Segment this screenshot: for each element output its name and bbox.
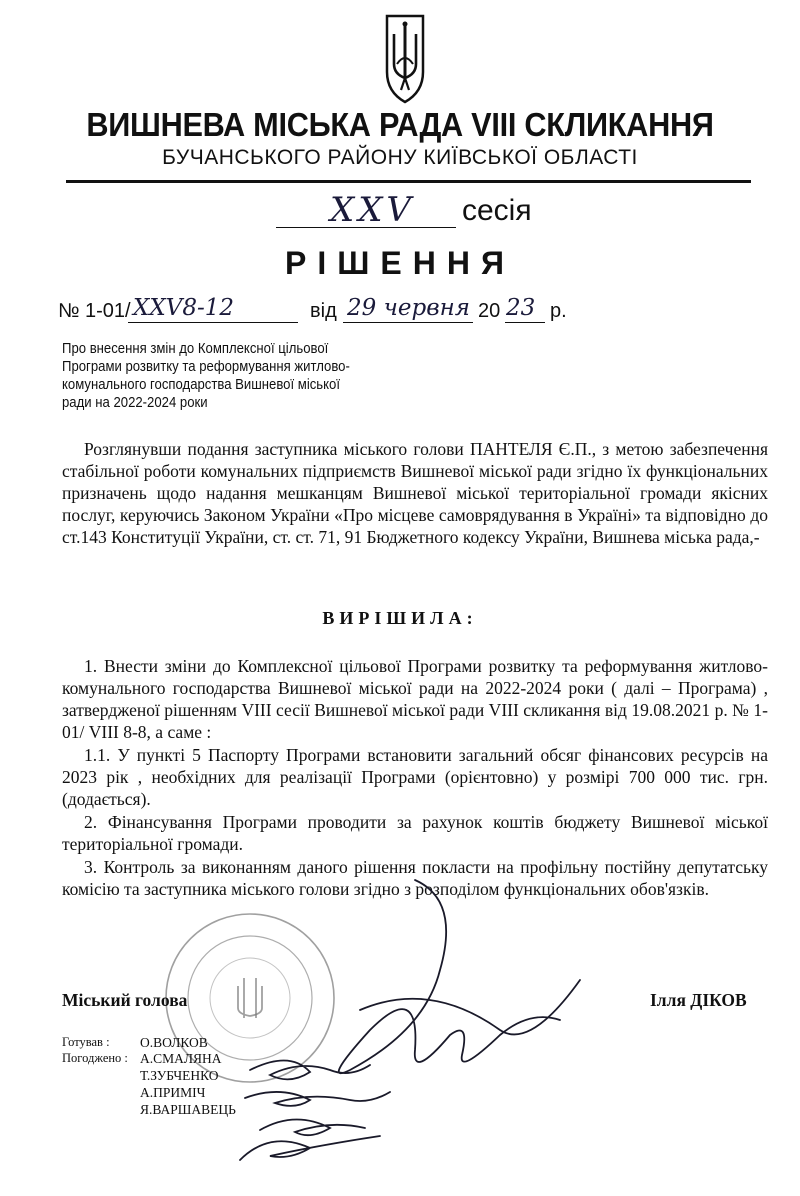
prepared-label: Готував : (62, 1035, 110, 1049)
decision-number-prefix: № 1-01/ (58, 300, 131, 322)
year-underline (505, 322, 545, 323)
agreed-name: А.ПРИМІЧ (140, 1085, 206, 1100)
district-name: БУЧАНСЬКОГО РАЙОНУ КИЇВСЬКОЇ ОБЛАСТІ (162, 146, 638, 169)
agreed-name: А.СМАЛЯНА (140, 1051, 222, 1066)
resolution-item: 1. Внести зміни до Комплексної цільової Програми розвитку та реформування житлово- комунального господарства Вишневої міської ради на 2022-2024 роки ( далі – Програма) , затвердженої рішенням VIII сесії Вишневої міської ради VIII скликання від 19.08.2021 р. № 1-01/ VIII 8-8, а саме : (62, 656, 768, 742)
document-title: РІШЕННЯ (285, 245, 515, 281)
agreed-name: Т.ЗУБЧЕНКО (140, 1068, 219, 1083)
mayor-name: Ілля ДІКОВ (650, 990, 747, 1010)
agreed-name: Я.ВАРШАВЕЦЬ (140, 1102, 236, 1117)
resolution-item: 2. Фінансування Програми проводити за рахунок коштів бюджету Вишневої міської територіальної громади. (62, 812, 768, 854)
agreed-label: Погоджено : (62, 1051, 128, 1065)
subject-line: ради на 2022-2024 роки (62, 395, 208, 411)
mayor-signature (339, 880, 560, 1073)
year-handwritten: 23 (506, 295, 536, 321)
subject-line: Про внесення змін до Комплексної цільової (62, 341, 329, 357)
resolution-item: 3. Контроль за виконанням даного рішення покласти на профільну постійну депутатську комісію та заступника міського голови згідно з розподілом функціональних обов'язків. (62, 857, 768, 899)
resolution-item: 1.1. У пункті 5 Паспорту Програми встановити загальний обсяг фінансових ресурсів на 2023 рік , необхідних для реалізації Програми (орієнтовно) у розмірі 700 000 тис. грн. (додається). (62, 745, 768, 809)
subject-line: комунального господарства Вишневої міської (62, 377, 341, 393)
date-underline (343, 322, 473, 323)
year-prefix: 20 (478, 300, 501, 322)
session-underline (276, 227, 456, 228)
mayor-title: Міський голова (62, 990, 188, 1010)
prepared-name: О.ВОЛКОВ (140, 1035, 208, 1050)
session-number-handwritten: XXV (330, 190, 415, 230)
date-prefix: від (310, 300, 337, 322)
session-label: сесія (462, 194, 532, 227)
decision-subject (62, 340, 368, 412)
subject-line: Програми розвитку та реформування житлово- (62, 359, 350, 375)
decision-number-handwritten: XXV8-12 (133, 295, 235, 321)
decision-number-underline (128, 322, 298, 323)
council-name: ВИШНЕВА МІСЬКА РАДА VIII СКЛИКАННЯ (86, 106, 714, 143)
handwritten-signatures (200, 860, 800, 1196)
year-suffix: р. (550, 300, 567, 322)
resolved-heading: ВИРІШИЛА: (322, 608, 478, 628)
coat-of-arms-icon (383, 12, 427, 104)
preamble-paragraph: Розглянувши подання заступника міського голови ПАНТЕЛЯ Є.П., з метою забезпечення стабільної роботи комунальних підприємств Вишневої міської ради згідно їх функціональних призначень щодо надання мешканцям Вишневої міської територіальної громади якісних послуг, керуючись Законом України «Про місцеве самоврядування в Україні» та відповідно до ст.143 Конституції України, ст. ст. 71, 91 Бюджетного кодексу України, Вишнева міська рада,- (62, 439, 768, 547)
date-handwritten: 29 червня (347, 295, 470, 321)
header-divider (66, 180, 751, 183)
